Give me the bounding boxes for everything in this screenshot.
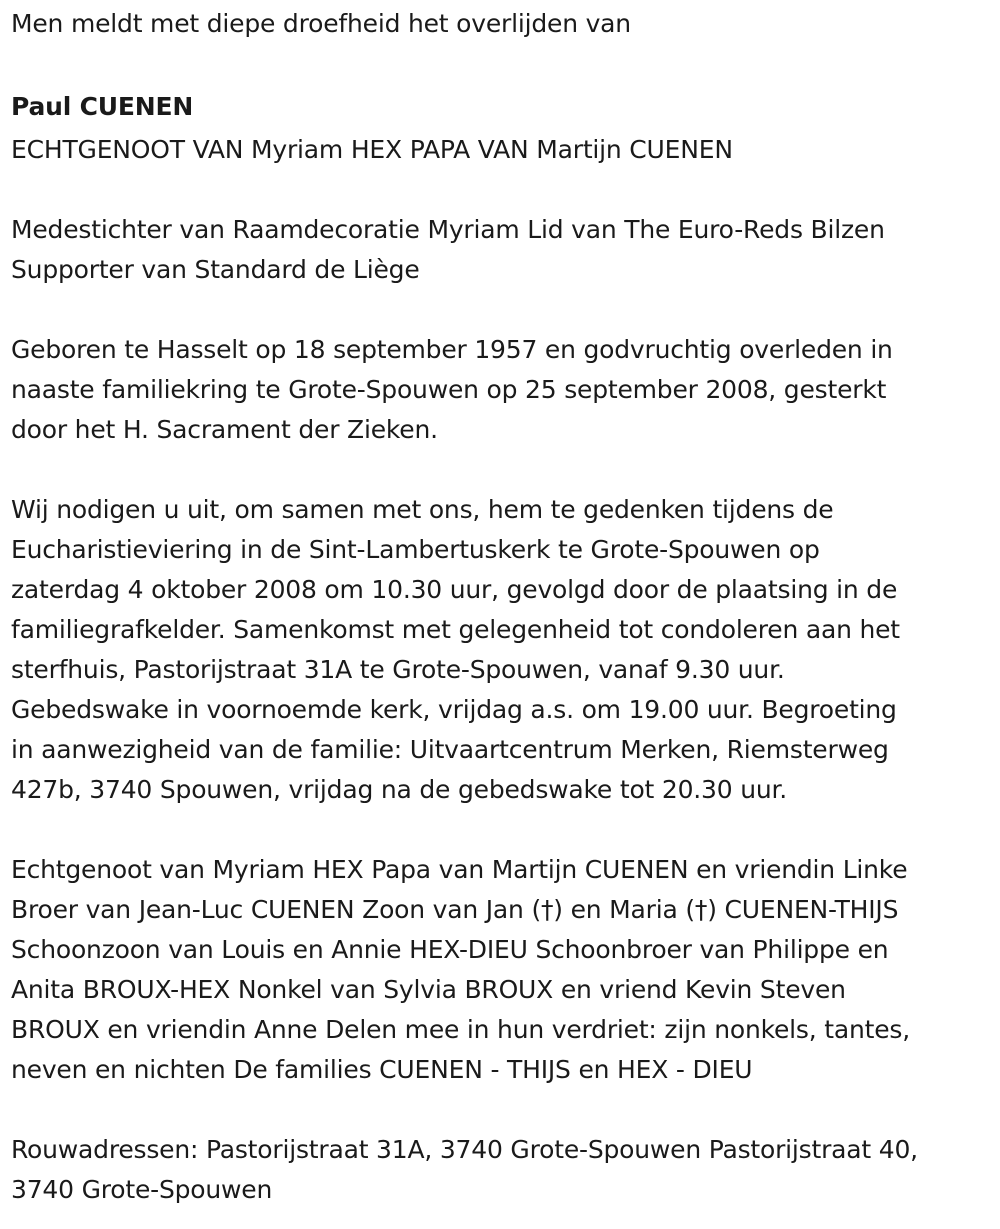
family-line: Echtgenoot van Myriam HEX Papa van Martijn CUENEN en vriendin Linke xyxy=(11,855,908,884)
spacer xyxy=(11,810,988,850)
birth-death-line: Geboren te Hasselt op 18 september 1957 en godvruchtig overleden in xyxy=(11,335,893,364)
ceremony-line: familiegrafkelder. Samenkomst met gelegenheid tot condoleren aan het xyxy=(11,615,900,644)
ceremony-paragraph xyxy=(11,490,988,810)
birth-death-line: door het H. Sacrament der Zieken. xyxy=(11,415,438,444)
family-line: Anita BROUX-HEX Nonkel van Sylvia BROUX en vriend Kevin Steven xyxy=(11,975,846,1004)
ceremony-line: sterfhuis, Pastorijstraat 31A te Grote-Spouwen, vanaf 9.30 uur. xyxy=(11,655,785,684)
spacer xyxy=(11,290,988,330)
spacer xyxy=(11,1090,988,1130)
affiliation-line: Supporter van Standard de Liège xyxy=(11,255,420,284)
spacer xyxy=(11,450,988,490)
family-line: Broer van Jean-Luc CUENEN Zoon van Jan (†) en Maria (†) CUENEN-THIJS xyxy=(11,895,899,924)
affiliation-line: Medestichter van Raamdecoratie Myriam Lid van The Euro-Reds Bilzen xyxy=(11,215,885,244)
family-line: BROUX en vriendin Anne Delen mee in hun verdriet: zijn nonkels, tantes, xyxy=(11,1015,910,1044)
ceremony-line: Gebedswake in voornoemde kerk, vrijdag a.s. om 19.00 uur. Begroeting xyxy=(11,695,897,724)
deceased-name: Paul CUENEN xyxy=(11,92,194,121)
addresses-paragraph xyxy=(11,1130,988,1210)
intro-text: Men meldt met diepe droefheid het overlijden van xyxy=(11,9,631,38)
ceremony-line: 427b, 3740 Spouwen, vrijdag na de gebedswake tot 20.30 uur. xyxy=(11,775,788,804)
relation-text: ECHTGENOOT VAN Myriam HEX PAPA VAN Martijn CUENEN xyxy=(11,135,733,164)
ceremony-line: Eucharistieviering in de Sint-Lambertuskerk te Grote-Spouwen op xyxy=(11,535,820,564)
ceremony-line: zaterdag 4 oktober 2008 om 10.30 uur, gevolgd door de plaatsing in de xyxy=(11,575,898,604)
affiliations-paragraph xyxy=(11,210,988,290)
birth-death-paragraph xyxy=(11,330,988,450)
family-line: neven en nichten De families CUENEN - THIJS en HEX - DIEU xyxy=(11,1055,753,1084)
ceremony-line: in aanwezigheid van de familie: Uitvaartcentrum Merken, Riemsterweg xyxy=(11,735,889,764)
spacer xyxy=(11,170,988,210)
address-line: Rouwadressen: Pastorijstraat 31A, 3740 Grote-Spouwen Pastorijstraat 40, xyxy=(11,1135,918,1164)
birth-death-line: naaste familiekring te Grote-Spouwen op 25 september 2008, gesterkt xyxy=(11,375,887,404)
address-line: 3740 Grote-Spouwen xyxy=(11,1175,273,1204)
family-line: Schoonzoon van Louis en Annie HEX-DIEU Schoonbroer van Philippe en xyxy=(11,935,889,964)
ceremony-line: Wij nodigen u uit, om samen met ons, hem te gedenken tijdens de xyxy=(11,495,834,524)
family-paragraph xyxy=(11,850,988,1090)
